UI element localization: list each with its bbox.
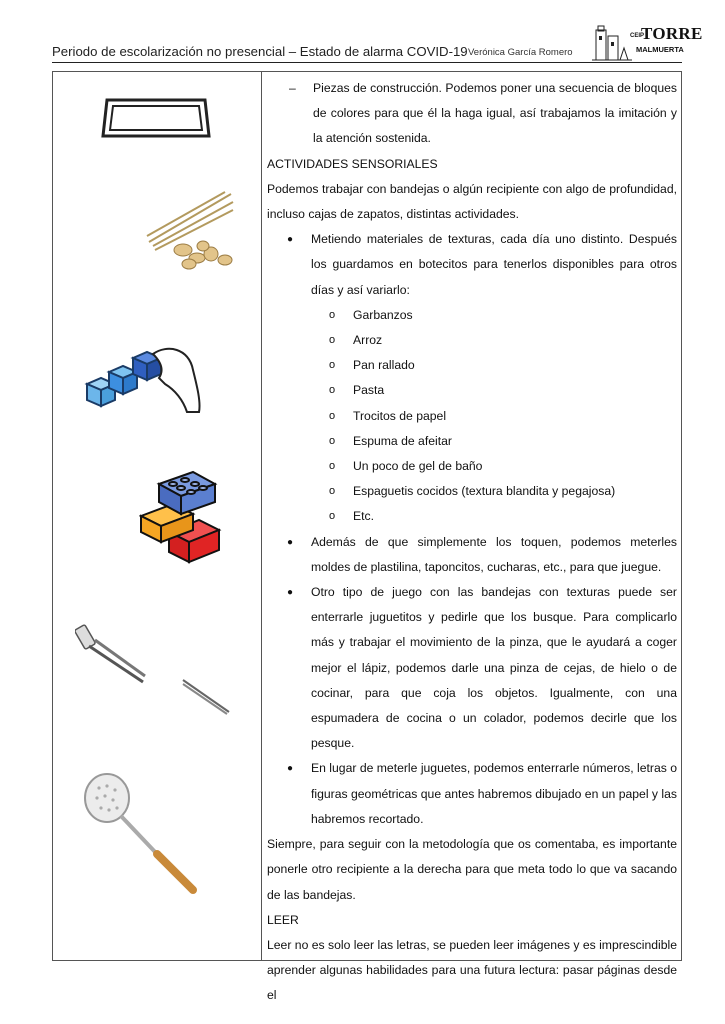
school-logo	[592, 22, 703, 64]
bullet-marker: ●	[287, 536, 294, 548]
circle-marker: o	[329, 359, 336, 372]
material-text: Pan rallado	[353, 358, 415, 373]
bullet-item	[267, 530, 677, 580]
tower-icon	[592, 22, 632, 64]
material-item	[267, 328, 677, 353]
circle-marker: o	[329, 409, 336, 422]
material-item	[267, 378, 677, 403]
content-table	[52, 71, 682, 1003]
bullet-text: Además de que simplemente los toquen, podemos meterles moldes de plastilina, taponcitos, cucharas, etc., para que juegue.	[311, 534, 677, 574]
circle-marker: o	[329, 434, 336, 447]
dash-marker: –	[289, 81, 296, 95]
lego-bricks-icon	[139, 470, 237, 566]
material-text: Garbanzos	[353, 307, 413, 322]
stacking-blocks-icon	[83, 344, 203, 416]
material-text: Espaguetis cocidos (textura blandita y pegajosa)	[353, 484, 616, 499]
intro-paragraph: Podemos trabajar con bandejas o algún recipiente con algo de profundidad, incluso cajas de zapatos, distintas actividades.	[267, 181, 677, 222]
circle-marker: o	[329, 485, 336, 498]
circle-marker: o	[329, 384, 336, 397]
circle-marker: o	[329, 334, 336, 347]
heading-sensorial: ACTIVIDADES SENSORIALES	[267, 156, 438, 171]
material-item	[267, 303, 677, 328]
header-rule	[52, 62, 682, 63]
bullet-item	[267, 227, 677, 303]
bullet-item	[267, 756, 677, 832]
material-item	[267, 479, 677, 504]
material-item	[267, 429, 677, 454]
dash-item-text: Piezas de construcción. Podemos poner una secuencia de bloques de colores para que él la haga igual, así trabajamos la imitación y la atención sostenida.	[313, 81, 677, 146]
bullet-item	[267, 580, 677, 756]
circle-marker: o	[329, 308, 336, 321]
material-text: Un poco de gel de baño	[353, 459, 483, 474]
circle-marker: o	[329, 510, 336, 523]
header-author: Verónica García Romero	[468, 47, 573, 58]
tray-icon	[97, 94, 215, 144]
material-text: Arroz	[353, 333, 383, 348]
text-column	[267, 76, 677, 1009]
circle-marker: o	[329, 460, 336, 473]
paragraph-siempre: Siempre, para seguir con la metodología que os comentaba, es importante ponerle otro recipiente a la derecha para que meta todo lo que va sacando de las bandejas.	[267, 837, 677, 902]
material-text: Pasta	[353, 383, 385, 398]
bullet-marker: ●	[287, 234, 294, 246]
tweezers-icon	[179, 676, 233, 716]
material-item	[267, 504, 677, 529]
column-divider	[261, 72, 262, 960]
logo-torre: TORRE	[641, 24, 703, 43]
material-item	[267, 404, 677, 429]
heading-leer: LEER	[267, 912, 299, 927]
material-text: Espuma de afeitar	[353, 433, 452, 448]
material-text: Etc.	[353, 509, 374, 524]
bullet-text: En lugar de meterle juguetes, podemos enterrarle números, letras o figuras geométricas que antes habremos dibujado en un papel y las habremos recortado.	[311, 761, 677, 826]
bullet-text: Metiendo materiales de texturas, cada día uno distinto. Después los guardamos en botecitos para tenerlos disponibles para otros días y así variarlo:	[311, 232, 677, 297]
logo-subtitle: MALMUERTA	[636, 45, 684, 54]
bullet-text: Otro tipo de juego con las bandejas con texturas puede ser enterrarle juguetitos y pedirle que los busque. Para complicarlo más y trabajar el movimiento de la pinza, que le ayudará a coger mejor el lápiz, podemos darle una pinza de cejas, de hielo o de cocinar, para que coja los objetos. Igualmente, con una espumadera de cocina o un colador, podemos decirle que los pesque.	[311, 585, 677, 751]
bullet-marker: ●	[287, 587, 294, 599]
logo-ceip: CEIP	[630, 33, 645, 39]
kitchen-tongs-icon	[75, 620, 149, 690]
skimmer-spoon-icon	[81, 770, 201, 896]
paragraph-leer: Leer no es solo leer las letras, se pueden leer imágenes y es imprescindible aprender algunas habilidades para una futura lectura: pasar páginas desde el	[267, 937, 677, 1003]
page-header	[52, 20, 703, 66]
material-item	[267, 454, 677, 479]
dash-item	[267, 76, 677, 152]
material-item	[267, 353, 677, 378]
header-title: Periodo de escolarización no presencial – Estado de alarma COVID-19	[52, 44, 468, 59]
pasta-icon	[145, 190, 235, 272]
material-text: Trocitos de papel	[353, 408, 447, 423]
bullet-marker: ●	[287, 763, 294, 775]
